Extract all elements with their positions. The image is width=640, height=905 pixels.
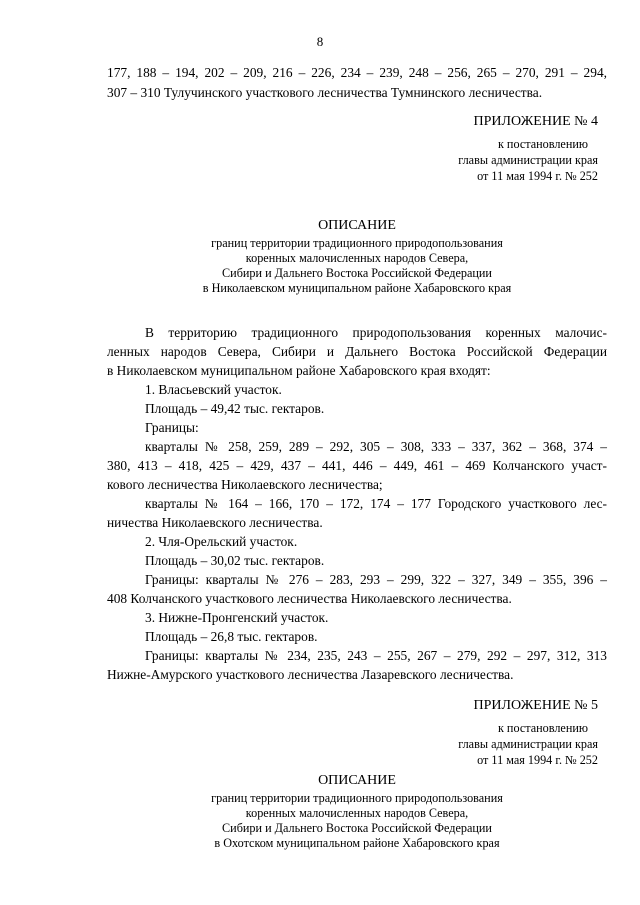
description-line: Сибири и Дальнего Востока Российской Федерации: [222, 266, 492, 280]
description-line: границ территории традиционного природопользования: [211, 791, 503, 805]
body-line: Границы: кварталы № 276 – 283, 293 – 299, 322 – 327, 349 – 355, 396 –: [145, 572, 607, 587]
body-line: Границы: кварталы № 234, 235, 243 – 255, 267 – 279, 292 – 297, 312, 313: [145, 648, 607, 663]
body-line: 2. Чля-Орельский участок.: [145, 534, 298, 549]
body-line: Нижне-Амурского участкового лесничества Лазаревского лесничества.: [107, 667, 514, 682]
body-line: кварталы № 258, 259, 289 – 292, 305 – 308, 333 – 337, 362 – 368, 374 –: [145, 439, 607, 454]
body-line: кового лесничества Николаевского лесничества;: [107, 477, 383, 492]
body-line: кварталы № 164 – 166, 170 – 172, 174 – 177 Городского участкового лес-: [145, 496, 607, 511]
description-line: Сибири и Дальнего Востока Российской Федерации: [222, 821, 492, 835]
body-line: Площадь – 26,8 тыс. гектаров.: [145, 629, 318, 644]
body-line: 408 Колчанского участкового лесничества Николаевского лесничества.: [107, 591, 512, 606]
description-heading: ОПИСАНИЕ: [318, 218, 396, 233]
appendix-title: ПРИЛОЖЕНИЕ № 4: [473, 114, 598, 129]
description-heading: ОПИСАНИЕ: [318, 773, 396, 788]
appendix-title: ПРИЛОЖЕНИЕ № 5: [473, 698, 598, 713]
body-line: Границы:: [145, 420, 199, 435]
description-line: коренных малочисленных народов Севера,: [245, 806, 469, 820]
paragraph-line: 177, 188 – 194, 202 – 209, 216 – 226, 234 – 239, 248 – 256, 265 – 270, 291 – 294,: [107, 65, 607, 80]
appendix-line: к постановлению: [497, 137, 588, 151]
body-line: ничества Николаевского лесничества.: [107, 515, 323, 530]
body-line: в Николаевском муниципальном районе Хабаровского края входят:: [107, 363, 491, 378]
page-number: 8: [316, 34, 324, 49]
appendix-line: главы администрации края: [458, 153, 598, 167]
appendix-line: от 11 мая 1994 г. № 252: [477, 753, 598, 767]
body-line: 3. Нижне-Пронгенский участок.: [145, 610, 329, 625]
description-line: границ территории традиционного природопользования: [211, 236, 503, 250]
body-line: ленных народов Севера, Сибири и Дальнего Востока Российской Федерации: [107, 344, 607, 359]
body-line: Площадь – 49,42 тыс. гектаров.: [145, 401, 325, 416]
appendix-line: главы администрации края: [458, 737, 598, 751]
description-line: коренных малочисленных народов Севера,: [245, 251, 469, 265]
body-line: 380, 413 – 418, 425 – 429, 437 – 441, 446 – 449, 461 – 469 Колчанского участ-: [107, 458, 607, 473]
paragraph-line: 307 – 310 Тулучинского участкового лесничества Тумнинского лесничества.: [107, 85, 543, 100]
body-line: В территорию традиционного природопользования коренных малочис-: [145, 325, 607, 340]
body-line: 1. Власьевский участок.: [145, 382, 282, 397]
description-line: в Николаевском муниципальном районе Хабаровского края: [202, 281, 512, 295]
appendix-line: к постановлению: [497, 721, 588, 735]
description-line: в Охотском муниципальном районе Хабаровского края: [214, 836, 500, 850]
appendix-line: от 11 мая 1994 г. № 252: [477, 169, 598, 183]
body-line: Площадь – 30,02 тыс. гектаров.: [145, 553, 325, 568]
